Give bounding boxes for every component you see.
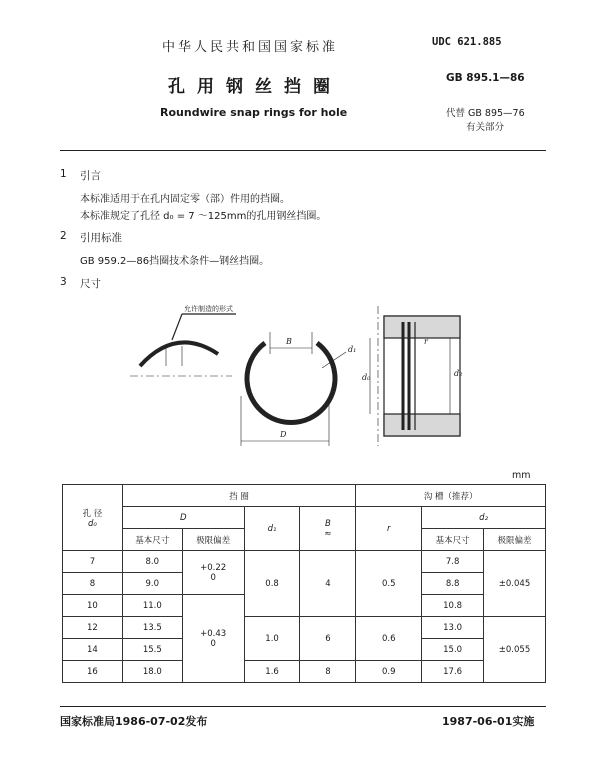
header-D-basic: 基本尺寸 [122, 529, 182, 551]
issue-date: 国家标准局1986-07-02发布 [60, 715, 208, 728]
header-d1: d₁ [244, 507, 300, 551]
cell-B: 8 [300, 661, 356, 683]
header-ring: 挡 圈 [122, 485, 355, 507]
cell-D-deviation [182, 595, 244, 683]
cell-D: 18.0 [122, 661, 182, 683]
cell-r: 0.6 [356, 617, 422, 661]
cell-D: 13.5 [122, 617, 182, 639]
section-bottom-hatch [384, 414, 460, 436]
callout-text: 允许制造的形式 [184, 305, 233, 313]
header-hole [63, 485, 123, 551]
cell-d2: 13.0 [422, 617, 484, 639]
replaces-note: 有关部分 [466, 122, 505, 133]
header-hole-symbol: d₀ [88, 518, 97, 529]
header-D: D [122, 507, 244, 529]
cell-D: 8.0 [122, 551, 182, 573]
replaces-standard: 代替 GB 895—76 [446, 108, 525, 119]
label-d0: d₀ [362, 373, 371, 382]
section-2-title: 引用标准 [80, 232, 122, 244]
label-D: D [280, 430, 287, 439]
cell-d1: 0.8 [244, 551, 300, 617]
cell-r: 0.9 [356, 661, 422, 683]
units-label: mm [512, 470, 531, 481]
footer-rule [60, 706, 546, 707]
cell-d2: 15.0 [422, 639, 484, 661]
header-D-deviation: 极限偏差 [182, 529, 244, 551]
header-B-note: ≈ [324, 528, 332, 539]
cell-d0: 8 [63, 573, 123, 595]
header-B [300, 507, 356, 551]
header-rule [60, 150, 546, 151]
cell-D: 9.0 [122, 573, 182, 595]
table-row [63, 617, 546, 639]
header-d2-basic: 基本尺寸 [422, 529, 484, 551]
section-1-paragraph-1: 本标准适用于在孔内固定零（部）件用的挡圈。 [80, 194, 290, 205]
standard-type: 中华人民共和国国家标准 [162, 40, 339, 55]
header-r: r [356, 507, 422, 551]
document-title-en: Roundwire snap rings for hole [160, 106, 348, 119]
header-hole-label: 孔 径 [82, 508, 103, 519]
cell-d1: 1.6 [244, 661, 300, 683]
cell-r: 0.5 [356, 551, 422, 617]
gb-number: GB 895.1—86 [446, 72, 525, 84]
label-r: r [424, 337, 428, 346]
section-2-number: 2 [60, 230, 67, 242]
cell-d2: 7.8 [422, 551, 484, 573]
cell-D-deviation-lower: 0 [210, 572, 216, 583]
callout-leader [172, 314, 182, 340]
header-d2: d₂ [422, 507, 546, 529]
label-d2: d₂ [454, 369, 463, 378]
cell-d0: 10 [63, 595, 123, 617]
cell-d2: 17.6 [422, 661, 484, 683]
cell-D-deviation-upper: +0.22 [200, 562, 227, 573]
cell-d2: 8.8 [422, 573, 484, 595]
section-3-title: 尺寸 [80, 278, 101, 290]
label-B: B [286, 337, 292, 346]
alt-ring-arc [140, 342, 218, 366]
section-2-paragraph: GB 959.2—86挡圈技术条件—钢丝挡圈。 [80, 256, 270, 267]
cell-D-deviation-upper: +0.43 [200, 628, 227, 639]
cell-d1: 1.0 [244, 617, 300, 661]
header-d2-deviation: 极限偏差 [484, 529, 546, 551]
cell-D-deviation [182, 551, 244, 595]
label-d1: d₁ [348, 345, 357, 354]
section-1-paragraph-2: 本标准规定了孔径 d₀ = 7 ～125mm的孔用钢丝挡圈。 [80, 211, 327, 222]
cell-d2: 10.8 [422, 595, 484, 617]
section-top-hatch [384, 316, 460, 338]
header-B-symbol: B [324, 518, 331, 529]
document-title: 孔用钢丝挡圈 [168, 77, 342, 97]
cell-d0: 16 [63, 661, 123, 683]
ring-drawing [120, 296, 480, 460]
udc-code: UDC 621.885 [432, 36, 502, 48]
section-1-number: 1 [60, 168, 67, 180]
cell-d0: 14 [63, 639, 123, 661]
cell-D-deviation-lower: 0 [210, 638, 216, 649]
cell-B: 6 [300, 617, 356, 661]
table-row [63, 661, 546, 683]
dimension-table [62, 484, 546, 683]
section-3-number: 3 [60, 276, 67, 288]
section-1-title: 引言 [80, 170, 101, 182]
table-row [63, 551, 546, 573]
cell-d2-deviation: ±0.045 [484, 551, 546, 617]
cell-d0: 7 [63, 551, 123, 573]
cell-D: 11.0 [122, 595, 182, 617]
cell-d2-deviation: ±0.055 [484, 617, 546, 683]
cell-B: 4 [300, 551, 356, 617]
cell-D: 15.5 [122, 639, 182, 661]
header-groove: 沟 槽（推荐） [356, 485, 546, 507]
cell-d0: 12 [63, 617, 123, 639]
main-ring [247, 343, 335, 422]
effective-date: 1987-06-01实施 [442, 715, 535, 728]
